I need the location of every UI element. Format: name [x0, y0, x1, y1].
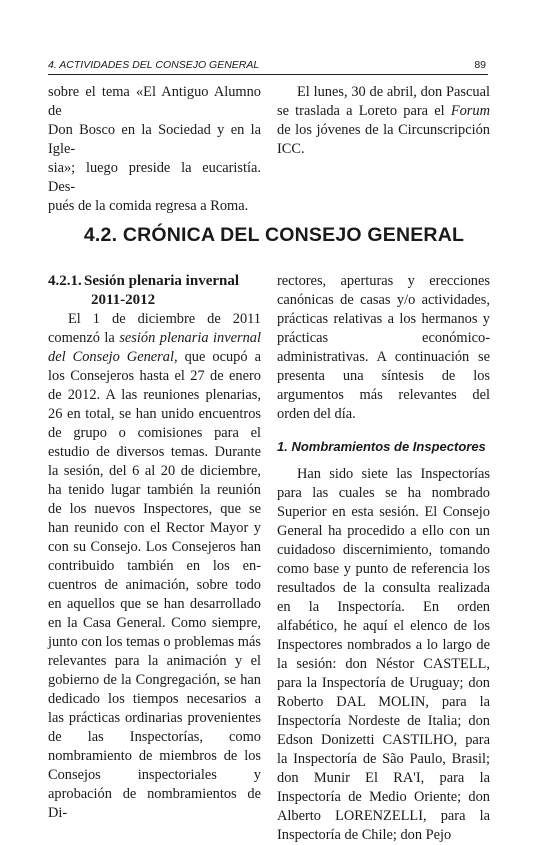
chapter-title: 4.2. CRÓNICA DEL CONSEJO GENERAL: [83, 224, 465, 246]
paragraph: [277, 83, 490, 159]
text-line: sobre el tema «El Antiguo Alumno de: [48, 84, 261, 119]
paragraph: [48, 310, 261, 823]
subsection-heading: [48, 272, 261, 310]
text-line: Don Bosco en la Sociedad y en la Igle-: [48, 122, 261, 157]
top-left-paragraph: [48, 83, 261, 216]
text-line: sia»; luego preside la eucaristía. Des-: [48, 160, 261, 195]
emphasis-session: sesión plenaria invernal del Consejo General: [48, 330, 261, 365]
text-run: El 1 de diciembre de 2011 comenzó la: [48, 311, 261, 346]
subsection-title-line2: 2011-2012: [91, 292, 156, 308]
text-run: de los jóvenes de la Circunscripción ICC.: [277, 122, 490, 157]
right-column: [277, 272, 490, 845]
paragraph: Han sido siete las Inspectorías para las cuales se ha nombrado Superior en esta sesión. El Consejo General ha procedido a ello con un cuidadoso discernimiento, tomando como base y punto de referencia los resultados de la consulta realizada en la Inspectoría. En orden alfabético, he aquí el elenco de los Inspectores nombrados a lo largo de la sesión: don Néstor CASTELL, para la Inspectoría de Uruguay; don Roberto DAL MOLIN, para la Inspectoría Nordeste de Italia; don Edson Donizetti CASTILHO, para la Inspectoría de São Paulo, Brasil; don Munir El RA'I, para la Inspectoría de Medio Oriente; don Alberto LORENZELLI, para la Inspectoría de Chile; don Pejo: [277, 466, 490, 843]
section-heading: 1. Nombramientos de Inspectores: [277, 439, 486, 454]
left-column: [48, 272, 261, 823]
paragraph: rectores, aperturas y erecciones canónicas de casas y/o actividades, prácticas relativas a los hermanos y prácticas económico-administrativas. A continuación se presenta una síntesis de los argumentos más relevantes del orden del día.: [277, 273, 490, 422]
text-line: pués de la comida regresa a Roma.: [48, 198, 249, 214]
emphasis-forum: Forum: [450, 103, 490, 119]
subsection-title-line1: Sesión plenaria invernal: [84, 273, 240, 289]
subsection-number: 4.2.1.: [48, 273, 82, 289]
page-number: 89: [474, 59, 486, 71]
running-header: [48, 58, 488, 75]
text-run: , que ocupó a los Consejeros hasta el 27 de enero de 2012. A las reuniones plenarias, 26 en total, se han unido encuentros de grupo o comisiones para el estudio de diversos temas. Durante la sesión, del 6 al 20 de diciembre, ha tenido lugar también la reunión de los nuevos Inspectores, que se han reunido con el Rector Mayor y con su Consejo. Los Consejeros han contribuido también en los encuentros de animación, sobre todo en aquellos que se han desarrollado en la Casa General. Como siempre, junto con los temas o problemas más relevantes para la animación y el gobierno de la Congregación, se han dedicado los tiempos necesarios a las prácticas ordinarias provenientes de las Inspectorías, como nombramiento de miembros de los Consejos inspectoriales y aprobación de nombramientos de Di-: [48, 349, 261, 821]
text-run: El lunes, 30 de abril, don Pascual se traslada a Loreto para el: [277, 84, 490, 119]
top-right-paragraph: [277, 83, 490, 159]
running-header-section: 4. ACTIVIDADES DEL CONSEJO GENERAL: [48, 59, 260, 71]
